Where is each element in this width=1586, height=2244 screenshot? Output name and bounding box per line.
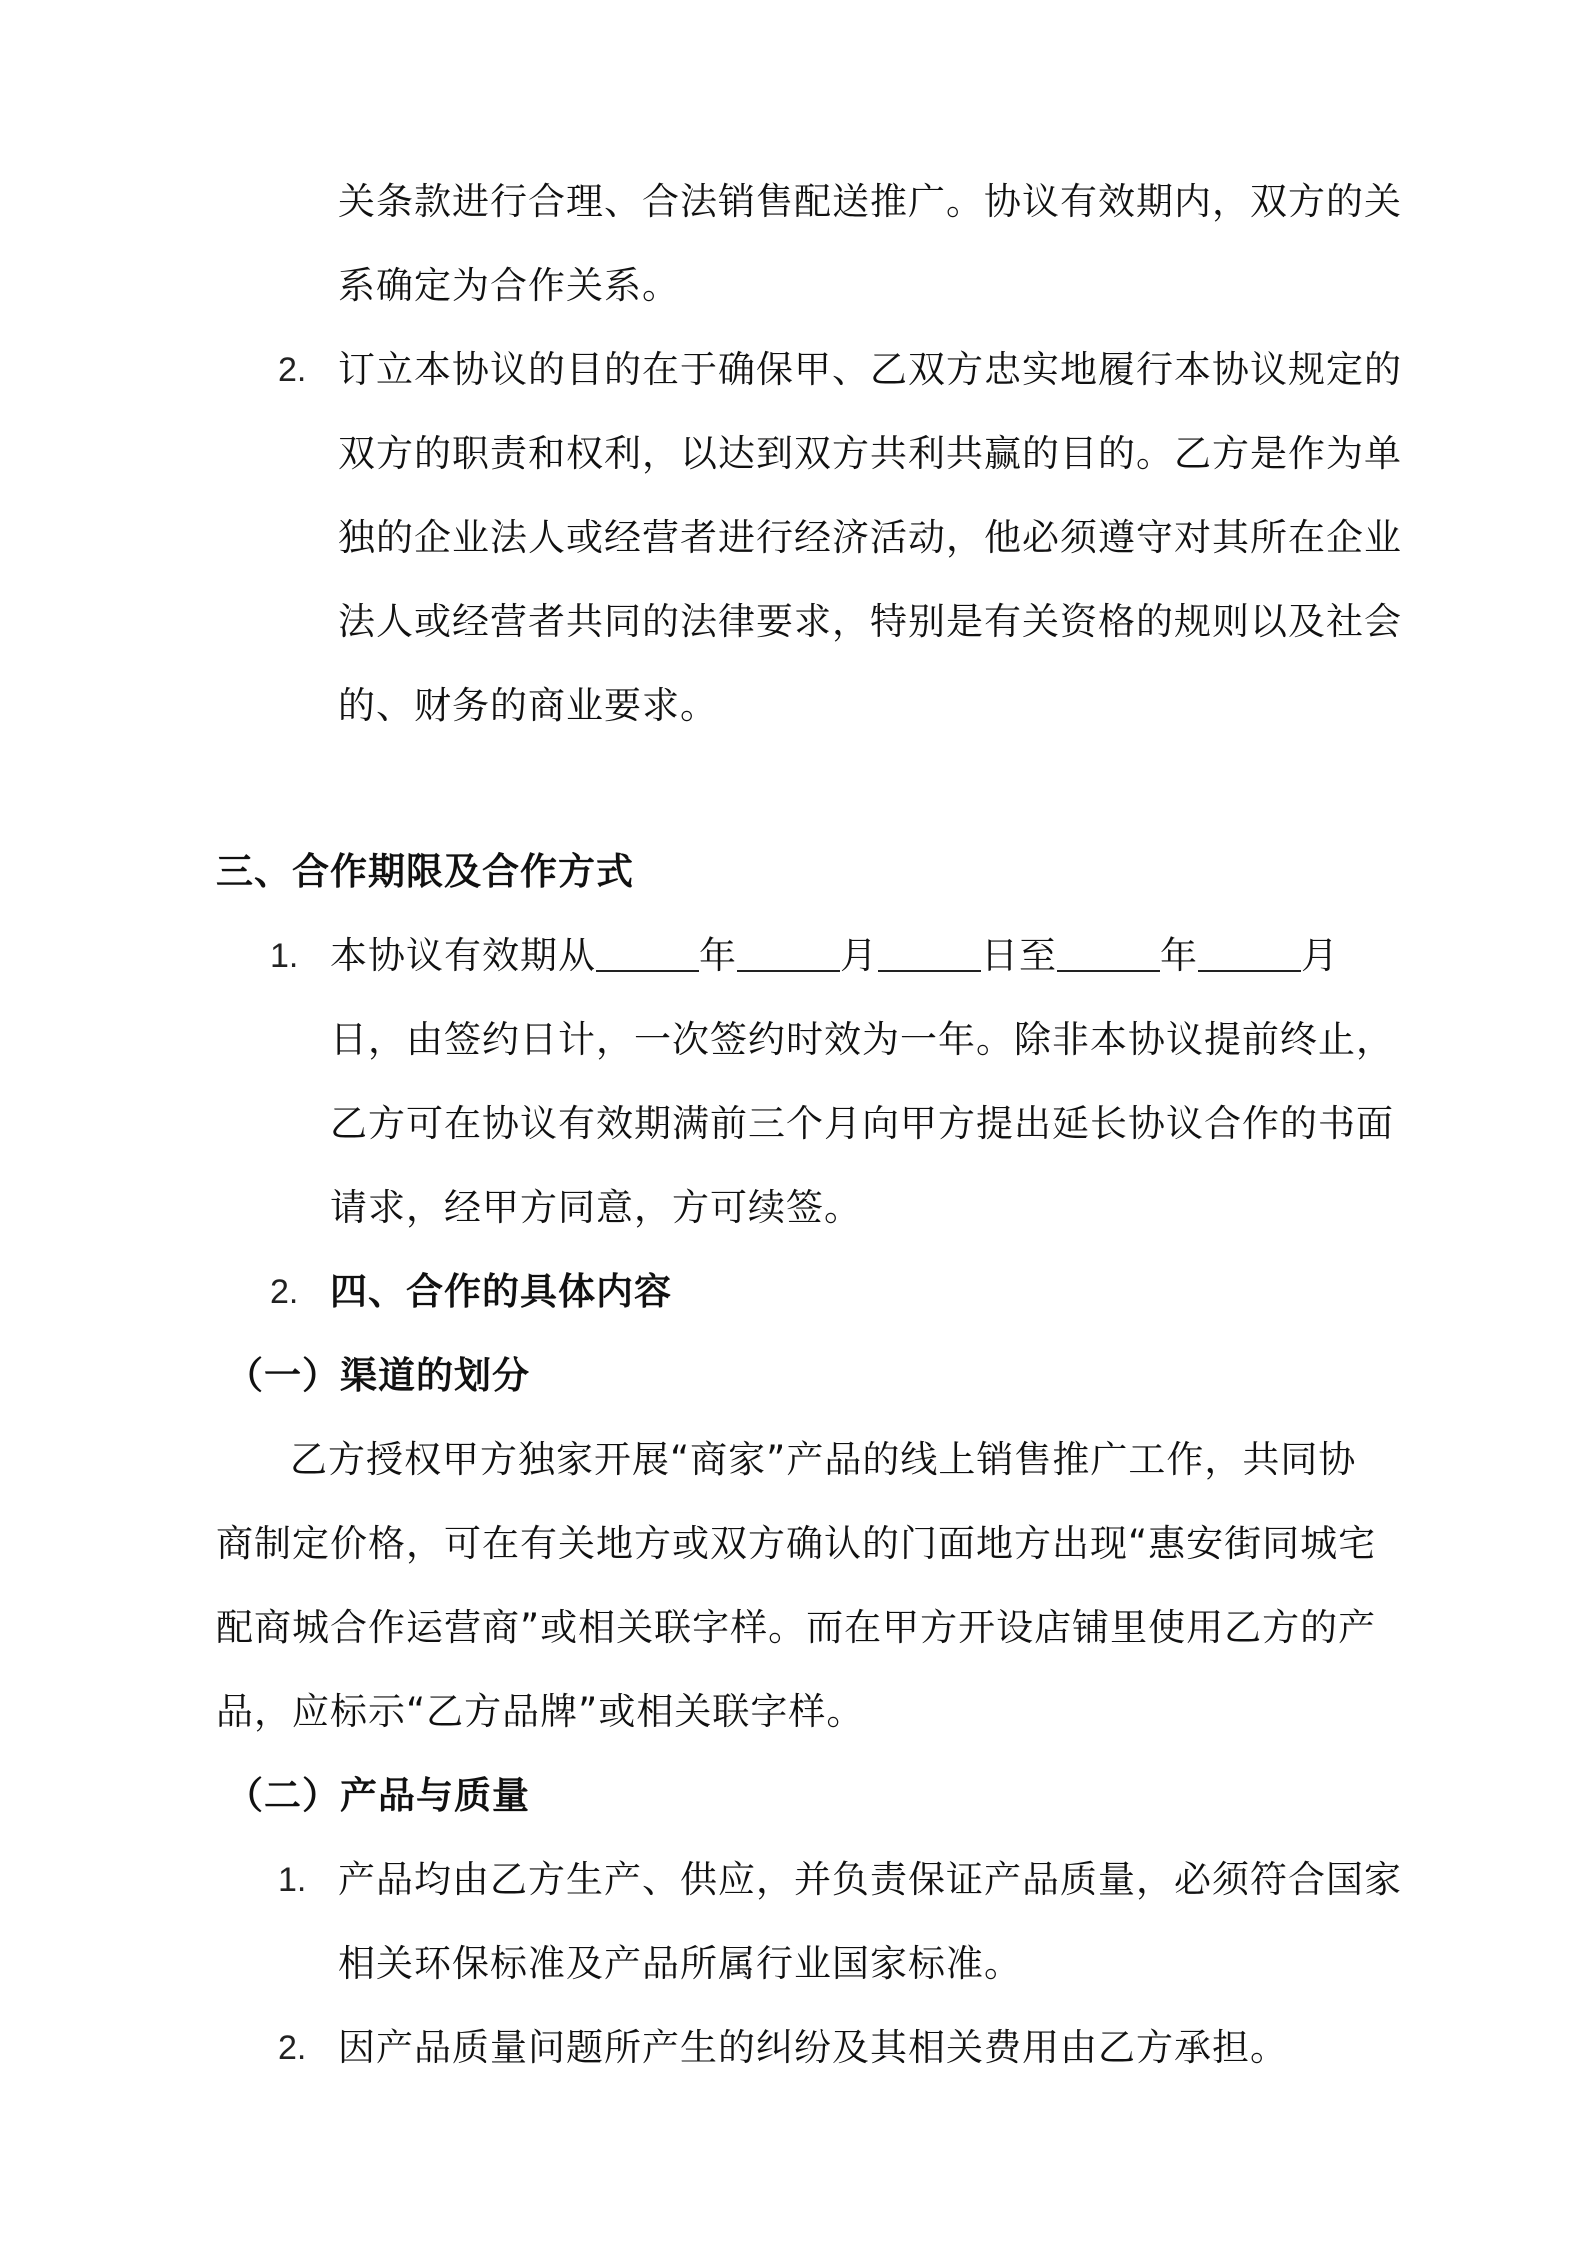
paragraph-line: 独的企业法人或经营者进行经济活动，他必须遵守对其所在企业 (338, 516, 1402, 559)
day-to-label: 日至 (981, 934, 1057, 977)
subsection-heading: （一）渠道的划分 (226, 1354, 530, 1397)
paragraph-line: 乙方授权甲方独家开展“商家”产品的线上销售推广工作，共同协 (290, 1438, 1357, 1481)
paragraph-line: 系确定为合作关系。 (338, 264, 680, 307)
paragraph-line: 的、财务的商业要求。 (338, 684, 718, 727)
paragraph-line: 因产品质量问题所产生的纠纷及其相关费用由乙方承担。 (338, 2026, 1288, 2069)
list-number: 1. (278, 1861, 307, 1899)
paragraph-line: 乙方可在协议有效期满前三个月向甲方提出延长协议合作的书面 (330, 1102, 1394, 1145)
day-blank (878, 934, 981, 972)
paragraph-line: 法人或经营者共同的法律要求，特别是有关资格的规则以及社会 (338, 600, 1402, 643)
date-range-line (330, 934, 1339, 978)
paragraph-line: 商制定价格，可在有关地方或双方确认的门面地方出现“惠安街同城宅 (216, 1522, 1377, 1565)
paragraph-line: 关条款进行合理、合法销售配送推广。协议有效期内，双方的关 (338, 180, 1402, 223)
paragraph-line: 产品均由乙方生产、供应，并负责保证产品质量，必须符合国家 (338, 1858, 1402, 1901)
year-blank (596, 934, 699, 972)
paragraph-line: 日，由签约日计，一次签约时效为一年。除非本协议提前终止， (330, 1018, 1394, 1061)
year-label: 年 (699, 934, 737, 977)
list-number: 2. (278, 351, 307, 389)
paragraph-line: 双方的职责和权利，以达到双方共利共赢的目的。乙方是作为单 (338, 432, 1402, 475)
year-label: 年 (1160, 934, 1198, 977)
list-number: 2. (278, 2029, 307, 2067)
paragraph-line: 订立本协议的目的在于确保甲、乙双方忠实地履行本协议规定的 (338, 348, 1402, 391)
date-prefix: 本协议有效期从 (330, 934, 596, 977)
list-number: 1. (270, 937, 299, 975)
month-blank (737, 934, 840, 972)
subsection-heading: （二）产品与质量 (226, 1774, 530, 1817)
year-blank (1057, 934, 1160, 972)
paragraph-line: 品，应标示“乙方品牌”或相关联字样。 (216, 1690, 865, 1733)
section-heading: 四、合作的具体内容 (330, 1270, 672, 1313)
paragraph-line: 配商城合作运营商”或相关联字样。而在甲方开设店铺里使用乙方的产 (216, 1606, 1377, 1649)
paragraph-line: 相关环保标准及产品所属行业国家标准。 (338, 1942, 1022, 1985)
month-blank (1198, 934, 1301, 972)
paragraph-line: 请求，经甲方同意，方可续签。 (330, 1186, 862, 1229)
section-heading: 三、合作期限及合作方式 (216, 850, 634, 893)
list-number: 2. (270, 1273, 299, 1311)
month-label: 月 (840, 934, 878, 977)
month-label: 月 (1301, 934, 1339, 977)
